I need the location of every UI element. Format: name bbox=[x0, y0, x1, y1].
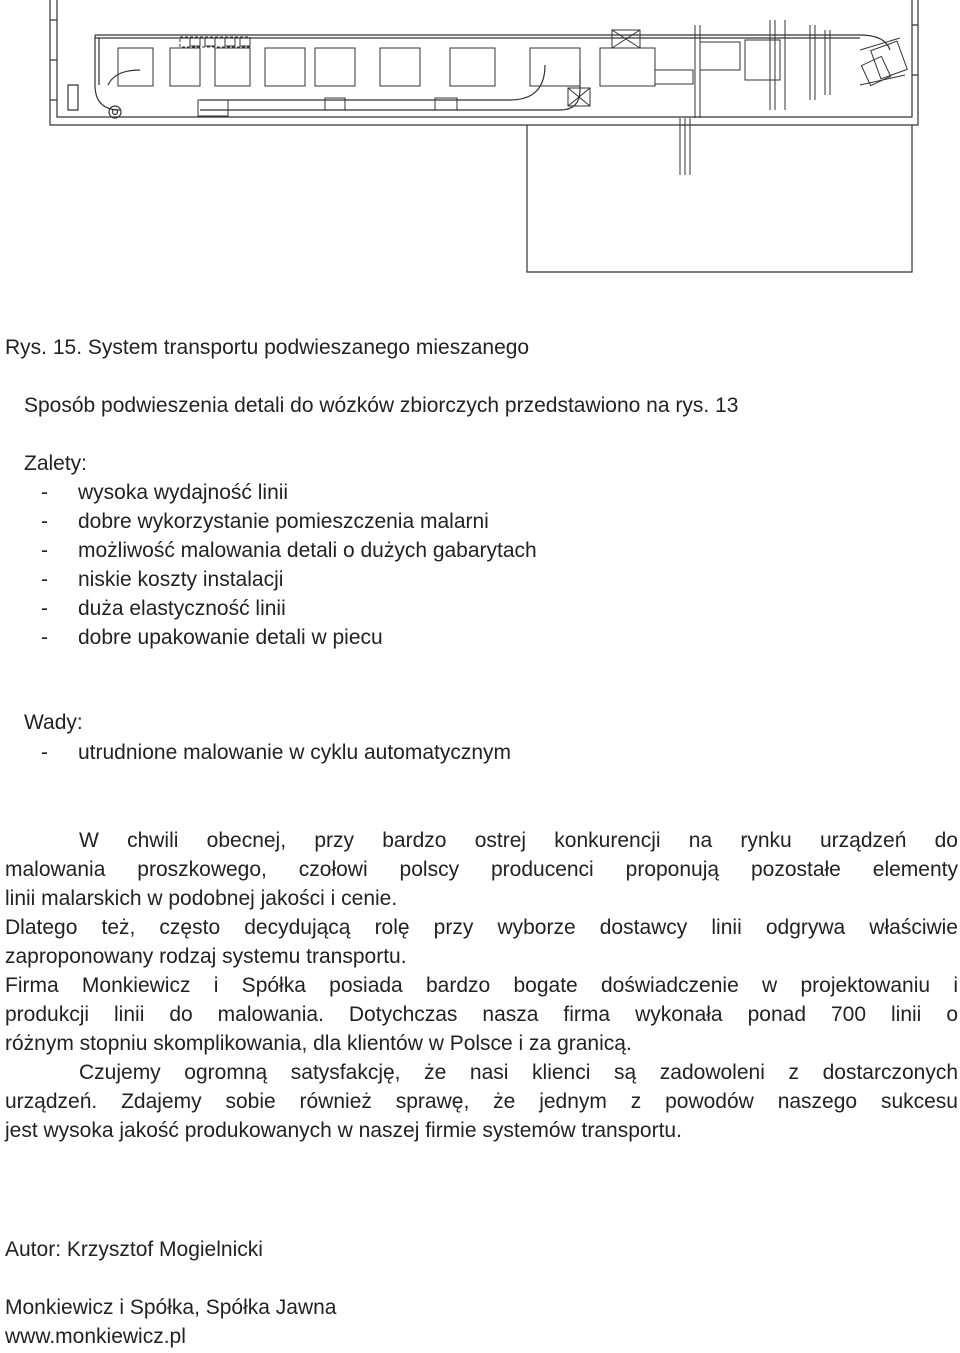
body-line: zaproponowany rodzaj systemu transportu. bbox=[5, 945, 407, 968]
building-outline bbox=[50, 0, 918, 125]
body-line: malowania proszkowego, czołowi polscy producenci proponują pozostałe elementy bbox=[5, 858, 958, 881]
body-paragraph bbox=[5, 826, 958, 1145]
body-line: W chwili obecnej, przy bardzo ostrej konkurencji na rynku urządzeń do bbox=[79, 829, 958, 852]
intro-text: Sposób podwieszenia detali do wózków zbiorczych przedstawiono na rys. 13 bbox=[24, 394, 739, 417]
body-line: produkcji linii do malowania. Dotychczas nasza firma wykonała ponad 700 linii o bbox=[5, 1003, 958, 1026]
body-line: linii malarskich w podobnej jakości i cenie. bbox=[5, 887, 398, 910]
operator-marker bbox=[68, 85, 121, 118]
advantages-heading: Zalety: bbox=[24, 452, 88, 475]
body-line: Firma Monkiewicz i Spółka posiada bardzo bogate doświadczenie w projektowaniu i bbox=[5, 974, 958, 997]
author: Autor: Krzysztof Mogielnicki bbox=[5, 1238, 263, 1261]
website-link[interactable]: www.monkiewicz.pl bbox=[5, 1325, 186, 1348]
layout-drawing bbox=[0, 0, 960, 285]
lower-annex bbox=[527, 125, 912, 272]
figure-caption: Rys. 15. System transportu podwieszanego mieszanego bbox=[5, 336, 530, 359]
booth-modules bbox=[118, 30, 780, 116]
turn-units bbox=[860, 38, 907, 86]
body-line: Czujemy ogromną satysfakcję, że nasi klienci są zadowoleni z dostarczonych bbox=[79, 1061, 958, 1084]
body-line: jest wysoka jakość produkowanych w naszej firmie systemów transportu. bbox=[5, 1119, 682, 1142]
rails bbox=[680, 20, 830, 175]
body-line: Dlatego też, często decydującą rolę przy wyborze dostawcy linii odgrywa właściwie bbox=[5, 916, 958, 939]
body-line: urządzeń. Zdajemy sobie również sprawę, że jednym z powodów naszego sukcesu bbox=[5, 1090, 958, 1113]
disadvantages-heading: Wady: bbox=[24, 711, 83, 734]
body-line: różnym stopniu skomplikowania, dla klientów w Polsce i za granicą. bbox=[5, 1032, 632, 1055]
company-name: Monkiewicz i Spółka, Spółka Jawna bbox=[5, 1296, 337, 1319]
